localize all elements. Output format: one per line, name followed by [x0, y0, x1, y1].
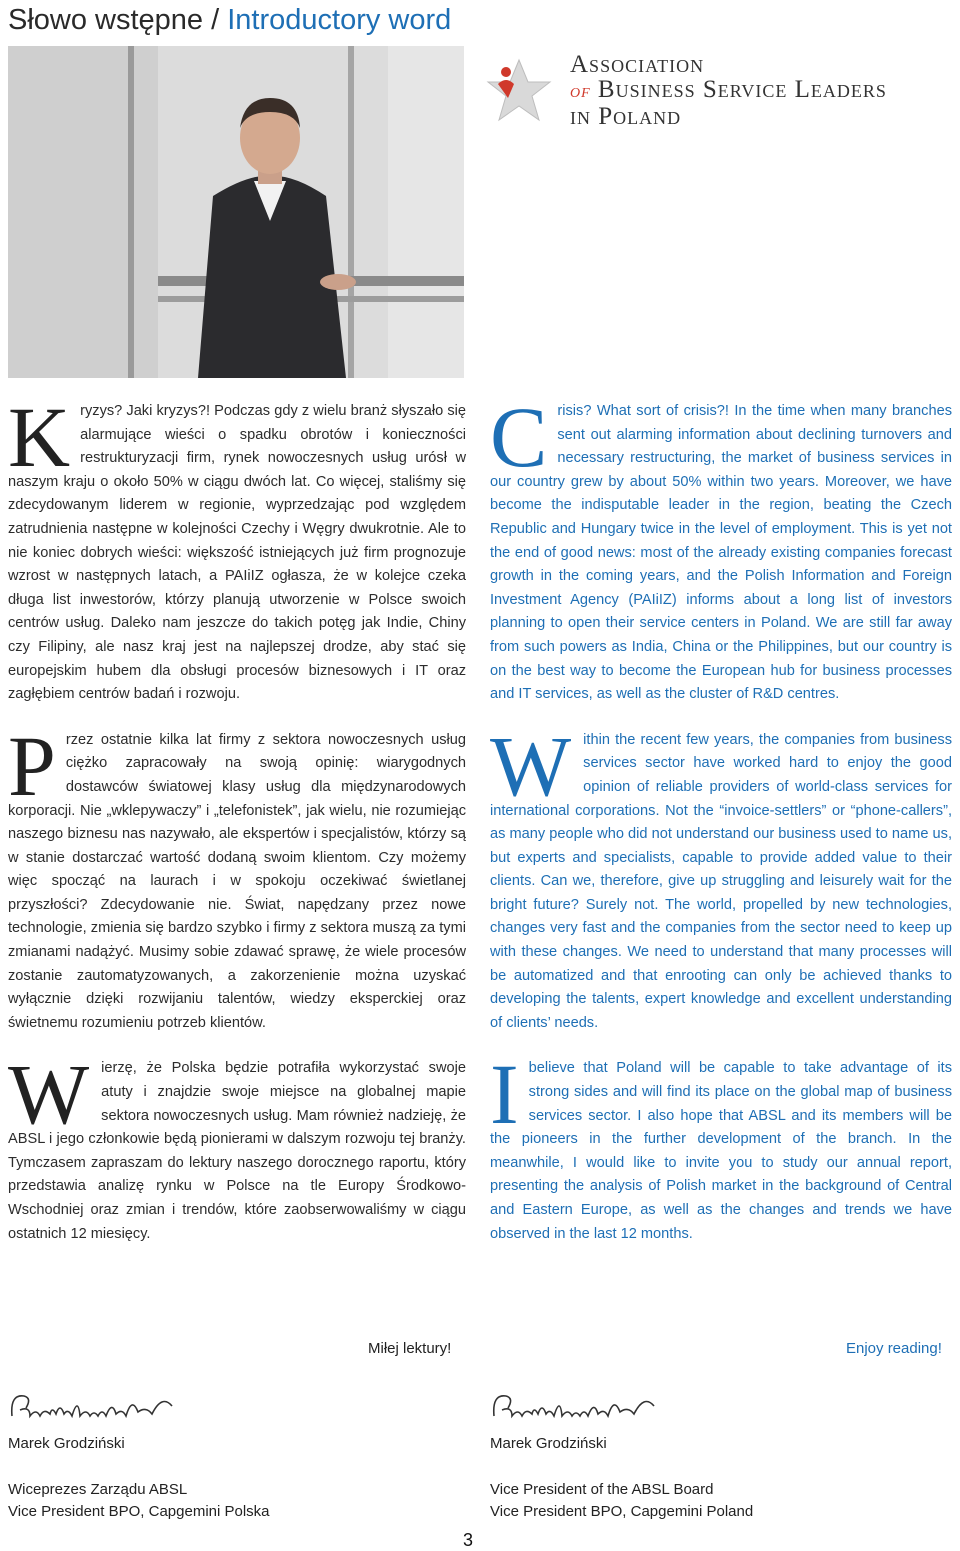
pl-paragraph-1-text: ryzys? Jaki kryzys?! Podczas gdy z wielu branż słyszało się alarmujące wieści o spadku obrotów i konieczności restrukturyzacji firm, rynek nowoczesnych usług urósł w naszym kraju o około 50% w ciągu dwóch lat. Co więcej, staliśmy się zdecydowanym liderem w regionie, wyprzedzając pod względem zatrudnienia następne w kolejności Czechy i Węgry dwukrotnie. Ale to nie koniec dobrych wieści: większość istniejących już firm prognozuje wzrost w następnych latach, a PAIiIZ ogłasza, że w kolejce czeka długa list inwestorów, którzy planują utworzenie w Polsce swoich centrów usług. Daleko nam jeszcze do takich potęg jak Indie, Chiny czy Filipiny, ale nasz kraj jest na najlepszej drodze, aby stać się europejskim hubem dla obsługi procesów biznesowych i IT oraz zagłębiem centrów badań i rozwoju.	[8, 403, 466, 703]
logo-of: of	[570, 80, 591, 102]
pl-paragraph-2	[8, 717, 466, 1036]
signatory-name: Marek Grodziński	[490, 1435, 607, 1452]
en-paragraph-2	[490, 717, 952, 1036]
signatory-role-1: Vice President of the ABSL Board	[490, 1481, 714, 1498]
pl-paragraph-3	[8, 1046, 466, 1246]
drop-cap: C	[490, 389, 548, 485]
handwritten-signature-right	[488, 1386, 658, 1428]
pl-paragraph-2-text: rzez ostatnie kilka lat firmy z sektora nowoczesnych usług ciężko zapracowały na swoją opinię: wiarygodnych dostawców światowej klasy usług dla międzynarodowych korporacji. Nie „wklepywaczy” i „telefonistek”, jak wielu, nie rozumiejąc naszego biznesu nas nazywało, ale ekspertów i specjalistów, którzy są w stanie dostarczać wartość dodaną swoim klientom. Czy możemy więc spocząć na laurach i w spokoju oczekiwać świetlanej przyszłości? Zdecydowanie nie. Świat, napędzany przez nowe technologie, zmienia się bardzo szybko i firmy z sektora muszą za tymi zmianami nadążyć. Musimy sobie zdawać sprawę, że wiele procesów zostanie zautomatyzowanych, a zakorzenienie można uzyskać wyłącznie dzięki rozwijaniu talentów, wiedzy eksperckiej oraz świetnemu rozumieniu potrzeb klientów.	[8, 731, 466, 1031]
en-closing: Enjoy reading!	[846, 1340, 942, 1357]
signatory-role-2: Vice President BPO, Capgemini Polska	[8, 1503, 270, 1520]
portrait-photo	[8, 46, 464, 378]
english-column	[490, 389, 952, 1268]
drop-cap: I	[490, 1046, 519, 1143]
pl-paragraph-3-text: ierzę, że Polska będzie potrafiła wykorzystać swoje atuty i znajdzie swoje miejsce na globalnej mapie sektora nowoczesnych usług. Mam również nadzieję, że ABSL i jego członkowie będą pionierami w dalszym rozwoju tej branży. Tymczasem zapraszam do lektury naszego dorocznego raportu, który przedstawia analizę rynku w Polsce na tle Europy Środkowo-Wschodniej oraz zmian i trendów, które zaobserwowaliśmy w ciągu ostatnich 12 miesięcy.	[8, 1060, 466, 1242]
signatory-role-2: Vice President BPO, Capgemini Poland	[490, 1503, 754, 1520]
title-polish: Słowo wstępne	[8, 4, 204, 36]
drop-cap: W	[490, 717, 572, 814]
page-title	[8, 4, 451, 37]
drop-cap: W	[8, 1046, 90, 1143]
logo-line-2: Business Service Leaders	[597, 76, 887, 103]
drop-cap: P	[8, 717, 56, 814]
page-number: 3	[463, 1530, 474, 1550]
en-paragraph-1	[490, 389, 952, 707]
absl-star-mark-icon	[484, 54, 554, 126]
title-separator: /	[211, 4, 220, 36]
signatory-role-1: Wiceprezes Zarządu ABSL	[8, 1481, 188, 1498]
en-paragraph-3	[490, 1046, 952, 1246]
en-paragraph-2-text: ithin the recent few years, the companies from business services sector have worked hard to enjoy the good opinion of reliable providers of world-class services for international corporations. Not the “invoice-settlers” or “phone-callers”, as many people who did not understand our business used to name us, but experts and specialists, capable to provide added value to their clients. Can we, therefore, give up struggling and leisurely wait for the bright future? Surely not. The world, propelled by new technologies, changes very fast and the companies from the sector need to keep up with these changes. We need to understand that many processes will be automatized and that enrooting can only be achieved thanks to developing the talents, expert knowledge and excellent understanding of clients’ needs.	[490, 731, 952, 1031]
handwritten-signature-left	[6, 1386, 176, 1428]
en-signatory	[490, 1433, 753, 1523]
polish-column	[8, 389, 466, 1268]
absl-logo	[484, 52, 954, 132]
drop-cap: K	[8, 389, 71, 485]
logo-line-1: Association	[570, 51, 705, 78]
title-english: Introductory word	[227, 4, 452, 36]
en-paragraph-1-text: risis? What sort of crisis?! In the time when many branches sent out alarming information about declining turnovers and necessary restructuring, the market of business services in our country grew by about 50% within two years. Moreover, we have become the indisputable leader in the region, beating the Czech Republic and Hungary twice in the level of employment. This is yet not the end of good news: most of the already existing companies forecast growth in the coming years, and the Polish Information and Foreign Investment Agency (PAIiIZ) informs about a long list of investors planning to open their service centers in Poland. We are still far away from such powers as India, China or the Philippines, but our country is on the best way to become the European hub for business processes and IT services, as well as the cluster of R&D centres.	[490, 403, 952, 703]
logo-line-3: in Poland	[570, 103, 682, 130]
pl-closing: Miłej lektury!	[368, 1340, 452, 1357]
pl-paragraph-1	[8, 389, 466, 707]
pl-signatory	[8, 1433, 270, 1523]
signatory-name: Marek Grodziński	[8, 1435, 125, 1452]
en-paragraph-3-text: believe that Poland will be capable to take advantage of its strong sides and will find its place on the global map of business services sector. I also hope that ABSL and its members will be the pioneers in the further development of the branch. In the meanwhile, I would like to invite you to study our annual report, presenting the analysis of Polish market in the background of Central and Eastern Europe, as well as the changes and trends we have observed in the last 12 months.	[490, 1060, 952, 1242]
